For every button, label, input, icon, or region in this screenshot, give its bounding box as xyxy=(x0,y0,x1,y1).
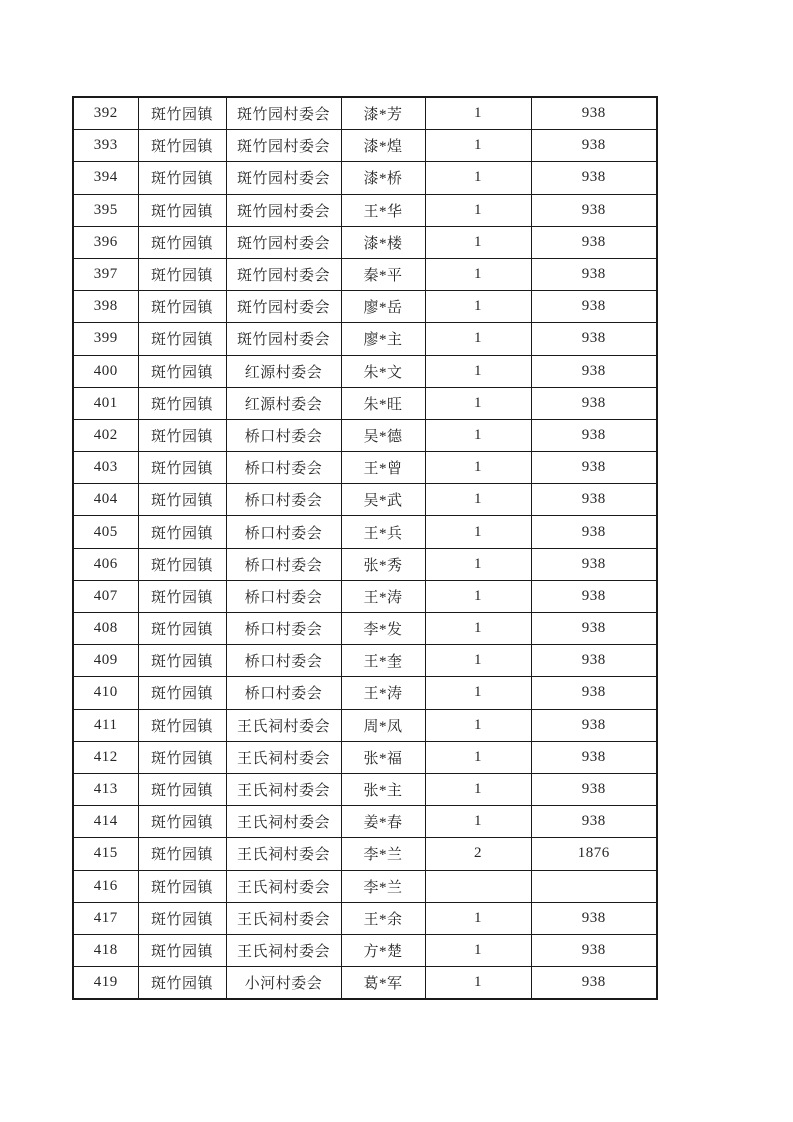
cell-masked-name: 漆*桥 xyxy=(341,162,425,194)
cell-town: 斑竹园镇 xyxy=(138,162,226,194)
cell-village-committee: 桥口村委会 xyxy=(226,613,341,645)
cell-village-committee: 斑竹园村委会 xyxy=(226,194,341,226)
cell-masked-name: 朱*文 xyxy=(341,355,425,387)
cell-village-committee: 斑竹园村委会 xyxy=(226,291,341,323)
cell-person-count: 1 xyxy=(425,580,531,612)
cell-masked-name: 王*兵 xyxy=(341,516,425,548)
cell-person-count: 1 xyxy=(425,226,531,258)
table-row xyxy=(73,902,657,934)
cell-masked-name: 吴*武 xyxy=(341,484,425,516)
cell-serial-number: 412 xyxy=(73,741,138,773)
cell-amount: 938 xyxy=(531,355,657,387)
cell-serial-number: 397 xyxy=(73,258,138,290)
cell-masked-name: 李*兰 xyxy=(341,870,425,902)
cell-person-count: 1 xyxy=(425,677,531,709)
cell-serial-number: 417 xyxy=(73,902,138,934)
cell-village-committee: 桥口村委会 xyxy=(226,580,341,612)
cell-town: 斑竹园镇 xyxy=(138,419,226,451)
cell-village-committee: 小河村委会 xyxy=(226,967,341,1000)
table-row xyxy=(73,677,657,709)
table-row xyxy=(73,387,657,419)
cell-person-count: 1 xyxy=(425,419,531,451)
cell-town: 斑竹园镇 xyxy=(138,902,226,934)
cell-village-committee: 斑竹园村委会 xyxy=(226,130,341,162)
cell-person-count: 1 xyxy=(425,194,531,226)
cell-village-committee: 桥口村委会 xyxy=(226,645,341,677)
cell-person-count: 1 xyxy=(425,484,531,516)
cell-masked-name: 周*凤 xyxy=(341,709,425,741)
cell-serial-number: 394 xyxy=(73,162,138,194)
subsidy-roster-table xyxy=(72,96,658,1000)
table-row xyxy=(73,291,657,323)
cell-masked-name: 王*余 xyxy=(341,902,425,934)
cell-masked-name: 秦*平 xyxy=(341,258,425,290)
cell-amount: 938 xyxy=(531,162,657,194)
cell-person-count: 1 xyxy=(425,452,531,484)
cell-masked-name: 吴*德 xyxy=(341,419,425,451)
cell-masked-name: 张*主 xyxy=(341,773,425,805)
cell-village-committee: 红源村委会 xyxy=(226,355,341,387)
cell-serial-number: 402 xyxy=(73,419,138,451)
cell-town: 斑竹园镇 xyxy=(138,773,226,805)
cell-town: 斑竹园镇 xyxy=(138,967,226,1000)
cell-amount: 938 xyxy=(531,484,657,516)
cell-village-committee: 王氏祠村委会 xyxy=(226,902,341,934)
cell-town: 斑竹园镇 xyxy=(138,645,226,677)
cell-town: 斑竹园镇 xyxy=(138,226,226,258)
cell-person-count: 1 xyxy=(425,258,531,290)
cell-person-count: 1 xyxy=(425,291,531,323)
table-row xyxy=(73,484,657,516)
table-row xyxy=(73,709,657,741)
cell-town: 斑竹园镇 xyxy=(138,130,226,162)
cell-masked-name: 张*福 xyxy=(341,741,425,773)
cell-amount xyxy=(531,870,657,902)
cell-amount: 938 xyxy=(531,677,657,709)
table-row xyxy=(73,226,657,258)
cell-amount: 938 xyxy=(531,902,657,934)
cell-amount: 938 xyxy=(531,452,657,484)
cell-village-committee: 王氏祠村委会 xyxy=(226,709,341,741)
cell-masked-name: 廖*主 xyxy=(341,323,425,355)
cell-amount: 938 xyxy=(531,613,657,645)
cell-town: 斑竹园镇 xyxy=(138,613,226,645)
cell-amount: 938 xyxy=(531,967,657,1000)
table-row xyxy=(73,870,657,902)
cell-masked-name: 方*楚 xyxy=(341,934,425,966)
cell-serial-number: 392 xyxy=(73,97,138,130)
cell-serial-number: 405 xyxy=(73,516,138,548)
table-row xyxy=(73,613,657,645)
cell-town: 斑竹园镇 xyxy=(138,741,226,773)
table-row xyxy=(73,773,657,805)
cell-town: 斑竹园镇 xyxy=(138,709,226,741)
cell-town: 斑竹园镇 xyxy=(138,838,226,870)
cell-amount: 938 xyxy=(531,548,657,580)
cell-serial-number: 415 xyxy=(73,838,138,870)
table-row xyxy=(73,194,657,226)
cell-town: 斑竹园镇 xyxy=(138,258,226,290)
cell-town: 斑竹园镇 xyxy=(138,452,226,484)
cell-town: 斑竹园镇 xyxy=(138,516,226,548)
cell-masked-name: 李*发 xyxy=(341,613,425,645)
cell-village-committee: 桥口村委会 xyxy=(226,419,341,451)
cell-masked-name: 王*奎 xyxy=(341,645,425,677)
table-row xyxy=(73,162,657,194)
cell-masked-name: 葛*军 xyxy=(341,967,425,1000)
cell-masked-name: 王*华 xyxy=(341,194,425,226)
cell-person-count: 1 xyxy=(425,645,531,677)
cell-village-committee: 斑竹园村委会 xyxy=(226,323,341,355)
cell-masked-name: 张*秀 xyxy=(341,548,425,580)
cell-serial-number: 410 xyxy=(73,677,138,709)
table-row xyxy=(73,419,657,451)
cell-person-count: 1 xyxy=(425,387,531,419)
cell-amount: 938 xyxy=(531,419,657,451)
cell-person-count: 1 xyxy=(425,323,531,355)
cell-town: 斑竹园镇 xyxy=(138,291,226,323)
cell-village-committee: 红源村委会 xyxy=(226,387,341,419)
table-row xyxy=(73,967,657,1000)
cell-serial-number: 406 xyxy=(73,548,138,580)
table-row xyxy=(73,516,657,548)
cell-town: 斑竹园镇 xyxy=(138,934,226,966)
cell-town: 斑竹园镇 xyxy=(138,194,226,226)
cell-person-count: 1 xyxy=(425,613,531,645)
cell-serial-number: 404 xyxy=(73,484,138,516)
cell-amount: 938 xyxy=(531,387,657,419)
cell-town: 斑竹园镇 xyxy=(138,387,226,419)
cell-person-count: 1 xyxy=(425,130,531,162)
cell-amount: 938 xyxy=(531,291,657,323)
cell-amount: 938 xyxy=(531,934,657,966)
cell-serial-number: 413 xyxy=(73,773,138,805)
table-row xyxy=(73,323,657,355)
cell-person-count: 1 xyxy=(425,548,531,580)
cell-town: 斑竹园镇 xyxy=(138,323,226,355)
cell-village-committee: 桥口村委会 xyxy=(226,677,341,709)
cell-village-committee: 斑竹园村委会 xyxy=(226,97,341,130)
cell-person-count: 1 xyxy=(425,516,531,548)
cell-village-committee: 王氏祠村委会 xyxy=(226,741,341,773)
cell-masked-name: 漆*芳 xyxy=(341,97,425,130)
cell-serial-number: 401 xyxy=(73,387,138,419)
cell-masked-name: 王*涛 xyxy=(341,677,425,709)
cell-serial-number: 407 xyxy=(73,580,138,612)
cell-serial-number: 398 xyxy=(73,291,138,323)
table-row xyxy=(73,130,657,162)
table-row xyxy=(73,97,657,130)
cell-masked-name: 李*兰 xyxy=(341,838,425,870)
cell-town: 斑竹园镇 xyxy=(138,677,226,709)
cell-serial-number: 395 xyxy=(73,194,138,226)
cell-serial-number: 411 xyxy=(73,709,138,741)
cell-village-committee: 桥口村委会 xyxy=(226,548,341,580)
cell-amount: 938 xyxy=(531,258,657,290)
cell-amount: 938 xyxy=(531,580,657,612)
table-row xyxy=(73,580,657,612)
cell-village-committee: 桥口村委会 xyxy=(226,484,341,516)
cell-masked-name: 朱*旺 xyxy=(341,387,425,419)
cell-amount: 938 xyxy=(531,194,657,226)
cell-amount: 938 xyxy=(531,516,657,548)
cell-village-committee: 王氏祠村委会 xyxy=(226,806,341,838)
cell-person-count xyxy=(425,870,531,902)
cell-amount: 938 xyxy=(531,97,657,130)
cell-village-committee: 斑竹园村委会 xyxy=(226,226,341,258)
cell-serial-number: 408 xyxy=(73,613,138,645)
table-row xyxy=(73,934,657,966)
cell-village-committee: 王氏祠村委会 xyxy=(226,838,341,870)
cell-person-count: 1 xyxy=(425,97,531,130)
cell-amount: 938 xyxy=(531,226,657,258)
table-body xyxy=(73,97,657,999)
cell-serial-number: 414 xyxy=(73,806,138,838)
cell-masked-name: 姜*春 xyxy=(341,806,425,838)
cell-serial-number: 403 xyxy=(73,452,138,484)
cell-amount: 938 xyxy=(531,323,657,355)
cell-person-count: 1 xyxy=(425,355,531,387)
cell-serial-number: 409 xyxy=(73,645,138,677)
cell-serial-number: 418 xyxy=(73,934,138,966)
cell-person-count: 1 xyxy=(425,741,531,773)
table-row xyxy=(73,258,657,290)
cell-serial-number: 400 xyxy=(73,355,138,387)
table-row xyxy=(73,645,657,677)
cell-village-committee: 桥口村委会 xyxy=(226,452,341,484)
table-row xyxy=(73,806,657,838)
cell-person-count: 1 xyxy=(425,162,531,194)
cell-person-count: 1 xyxy=(425,806,531,838)
cell-person-count: 2 xyxy=(425,838,531,870)
cell-village-committee: 王氏祠村委会 xyxy=(226,934,341,966)
cell-person-count: 1 xyxy=(425,902,531,934)
table-row xyxy=(73,741,657,773)
cell-serial-number: 399 xyxy=(73,323,138,355)
cell-masked-name: 廖*岳 xyxy=(341,291,425,323)
table-row xyxy=(73,838,657,870)
cell-amount: 938 xyxy=(531,773,657,805)
cell-town: 斑竹园镇 xyxy=(138,484,226,516)
cell-person-count: 1 xyxy=(425,773,531,805)
cell-town: 斑竹园镇 xyxy=(138,806,226,838)
cell-masked-name: 王*涛 xyxy=(341,580,425,612)
cell-village-committee: 斑竹园村委会 xyxy=(226,162,341,194)
table-row xyxy=(73,355,657,387)
cell-town: 斑竹园镇 xyxy=(138,97,226,130)
cell-town: 斑竹园镇 xyxy=(138,548,226,580)
cell-town: 斑竹园镇 xyxy=(138,580,226,612)
cell-village-committee: 王氏祠村委会 xyxy=(226,870,341,902)
cell-person-count: 1 xyxy=(425,709,531,741)
cell-serial-number: 419 xyxy=(73,967,138,1000)
cell-amount: 938 xyxy=(531,130,657,162)
cell-serial-number: 416 xyxy=(73,870,138,902)
cell-masked-name: 漆*楼 xyxy=(341,226,425,258)
cell-amount: 938 xyxy=(531,645,657,677)
cell-person-count: 1 xyxy=(425,967,531,1000)
cell-village-committee: 桥口村委会 xyxy=(226,516,341,548)
cell-village-committee: 王氏祠村委会 xyxy=(226,773,341,805)
cell-masked-name: 漆*煌 xyxy=(341,130,425,162)
cell-serial-number: 396 xyxy=(73,226,138,258)
cell-masked-name: 王*曾 xyxy=(341,452,425,484)
cell-serial-number: 393 xyxy=(73,130,138,162)
cell-amount: 1876 xyxy=(531,838,657,870)
table-row xyxy=(73,548,657,580)
table-row xyxy=(73,452,657,484)
cell-town: 斑竹园镇 xyxy=(138,355,226,387)
cell-amount: 938 xyxy=(531,806,657,838)
cell-town: 斑竹园镇 xyxy=(138,870,226,902)
cell-person-count: 1 xyxy=(425,934,531,966)
cell-village-committee: 斑竹园村委会 xyxy=(226,258,341,290)
cell-amount: 938 xyxy=(531,709,657,741)
cell-amount: 938 xyxy=(531,741,657,773)
